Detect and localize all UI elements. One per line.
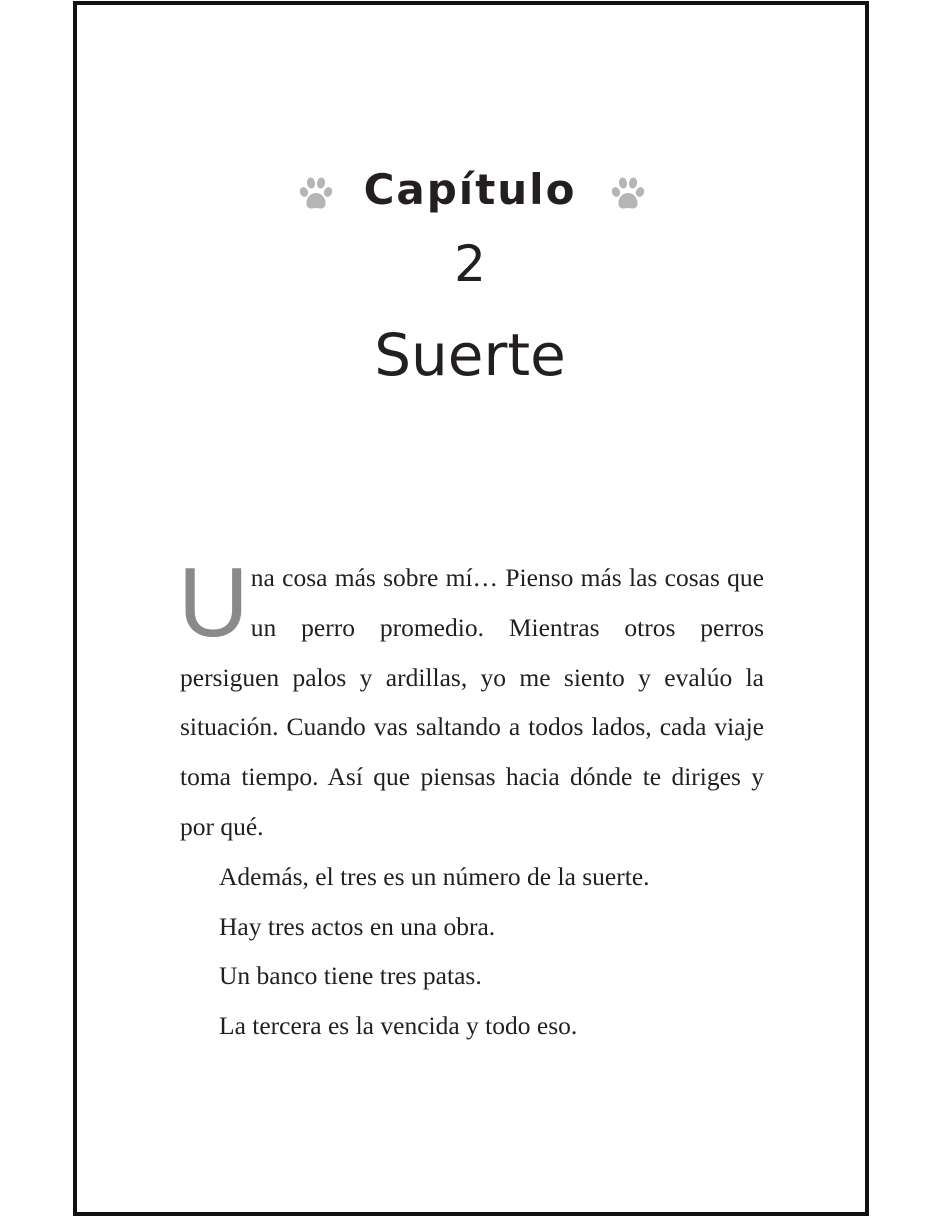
drop-cap: U	[178, 547, 249, 657]
paragraph-line: Un banco tiene tres patas.	[219, 961, 482, 991]
chapter-label-row	[0, 160, 940, 220]
first-paragraph-text: na cosa más sobre mí… Pienso más las cosas que un perro promedio. Mientras otros perros persiguen palos y ardillas, yo me siento y evalúo la situación. Cuando vas saltando a todos lados, cada viaje toma tiempo. Así que piensas hacia dónde te diriges y por qué.	[180, 563, 764, 841]
first-paragraph	[178, 547, 764, 852]
chapter-title: Suerte	[374, 321, 566, 389]
chapter-header	[0, 160, 940, 400]
chapter-label: Capítulo	[363, 165, 577, 214]
paragraph-line: La tercera es la vencida y todo eso.	[219, 1011, 578, 1041]
body-text	[178, 547, 764, 1051]
chapter-number: 2	[454, 235, 486, 293]
paragraph-line: Hay tres actos en una obra.	[219, 911, 496, 941]
paw-print-icon	[296, 174, 336, 214]
paragraph-line: Además, el tres es un número de la suerte.	[219, 861, 650, 891]
paw-print-icon	[608, 174, 648, 214]
